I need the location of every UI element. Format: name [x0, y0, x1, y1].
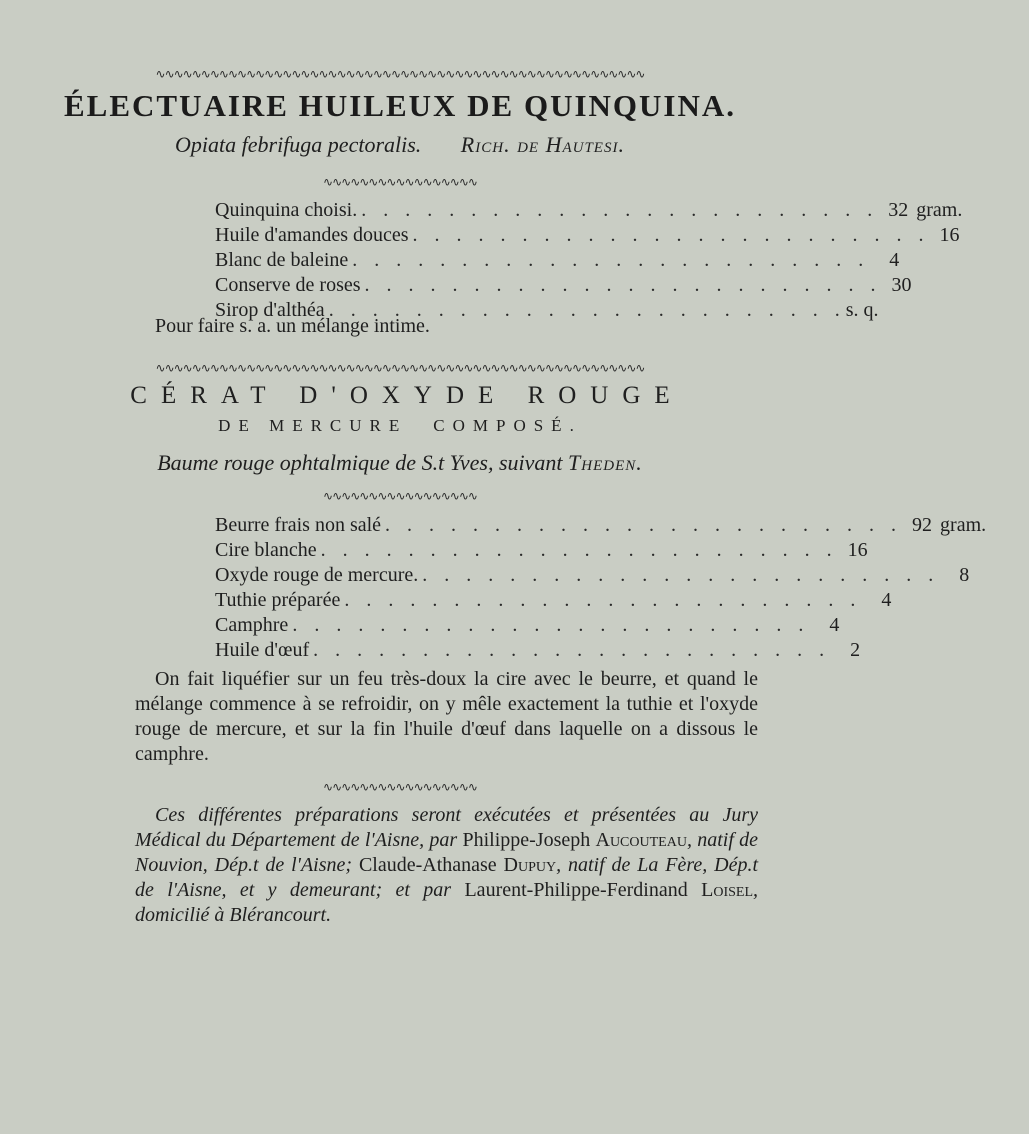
subtitle-compose: COMPOSÉ.	[433, 416, 582, 435]
ingredient-quantity: 16	[939, 224, 960, 246]
ornamental-rule: ∿∿∿∿∿∿∿∿∿∿∿∿∿∿∿∿∿∿∿∿∿∿∿∿∿∿∿∿∿∿∿∿∿∿∿∿∿∿∿∿∿∿∿∿∿∿∿∿∿∿∿∿∿∿	[155, 67, 645, 81]
section1-subtitle	[0, 132, 800, 158]
ingredient-name: Camphre	[215, 614, 289, 636]
ingredient-name: Cire blanche	[215, 539, 317, 561]
ingredient-unit	[860, 638, 920, 663]
ingredient-quantity: 4	[829, 614, 840, 636]
ingredient-quantity: s. q.	[845, 299, 879, 321]
leader-dots: . . . . . . . . . . . . . . . . . . . . . . . .	[320, 539, 838, 561]
credits-paragraph	[135, 803, 758, 928]
section1-title: ÉLECTUAIRE HUILEUX DE QUINQUINA.	[63, 88, 737, 123]
ingredient-unit	[899, 248, 959, 273]
credits-text-1: Ces différentes préparations seront exécutées et présentées au Jury Médical du Département de l'Aisne, par	[135, 804, 758, 851]
section1-note: Pour faire s. a. un mélange intime.	[155, 315, 430, 337]
leader-dots: . . . . . . . . . . . . . . . . . . . . . . . .	[412, 224, 930, 246]
ingredient-quantity: 32	[888, 199, 909, 221]
ingredient-quantity: 30	[891, 274, 912, 296]
subtitle-de: DE MERCURE	[218, 416, 408, 435]
ingredient-row	[215, 613, 840, 638]
ingredient-unit: gram.	[940, 514, 987, 536]
ingredient-row	[215, 638, 861, 663]
leader-dots: . . . . . . . . . . . . . . . . . . . . . . . .	[364, 274, 882, 296]
ingredient-unit: gram.	[916, 199, 963, 221]
ingredient-name: Tuthie préparée	[215, 589, 341, 611]
ingredient-quantity: 16	[847, 539, 868, 561]
section2-title: CÉRAT D'OXYDE ROUGE	[130, 382, 684, 409]
section2-alt-name	[0, 450, 800, 476]
credits-text-2: , natif de Nouvion, Dép.t de l'Aisne;	[135, 829, 759, 876]
ornamental-rule: ∿∿∿∿∿∿∿∿∿∿∿∿∿∿∿∿∿	[323, 780, 477, 794]
ingredient-row	[215, 563, 970, 588]
credits-name-1: Philippe-Joseph	[462, 829, 591, 851]
credits-surname-2: Dupuy	[503, 854, 557, 876]
instructions-paragraph: On fait liquéfier sur un feu très-doux la cire avec le beurre, et quand le mélange commence à se refroidir, on y mêle exactement la tuthie et l'oxyde rouge de mercure, et sur la fin l'huile d'œuf dans laquelle on a dissous le camphre.	[135, 668, 758, 765]
ornamental-rule: ∿∿∿∿∿∿∿∿∿∿∿∿∿∿∿∿∿∿∿∿∿∿∿∿∿∿∿∿∿∿∿∿∿∿∿∿∿∿∿∿∿∿∿∿∿∿∿∿∿∿∿∿∿∿	[155, 361, 645, 375]
ingredient-name: Oxyde rouge de mercure.	[215, 564, 419, 586]
leader-dots: . . . . . . . . . . . . . . . . . . . . . . . .	[328, 299, 846, 321]
ingredients-list-2	[215, 513, 987, 663]
leader-dots: . . . . . . . . . . . . . . . . . . . . . . . .	[385, 514, 903, 536]
ingredient-quantity: 4	[889, 249, 900, 271]
ingredient-name: Sirop d'althéa	[215, 299, 325, 321]
ingredient-name: Beurre frais non salé	[215, 514, 382, 536]
ingredient-unit	[969, 563, 1029, 588]
ingredient-unit	[868, 538, 928, 563]
ingredients-list-1	[215, 198, 963, 323]
ingredient-name: Blanc de baleine	[215, 249, 349, 271]
alt-name-saint: S.t Yves	[421, 450, 488, 475]
leader-dots: . . . . . . . . . . . . . . . . . . . . . . . .	[292, 614, 810, 636]
ingredient-row	[215, 588, 892, 613]
ingredient-name: Huile d'œuf	[215, 639, 310, 661]
credits-text-4: , domicilié à Blérancourt.	[135, 879, 759, 926]
credits-name-2: Claude-Athanase	[358, 854, 497, 876]
credits-surname-3: Loisel	[701, 879, 754, 901]
ingredient-name: Conserve de roses	[215, 274, 361, 296]
ingredient-quantity: 2	[850, 639, 861, 661]
leader-dots: . . . . . . . . . . . . . . . . . . . . . . . .	[422, 564, 940, 586]
ingredient-row	[215, 538, 868, 563]
leader-dots: . . . . . . . . . . . . . . . . . . . . . . . .	[361, 199, 879, 221]
ingredient-quantity: 92	[912, 514, 933, 536]
ingredient-row	[215, 198, 963, 223]
alt-author: Theden.	[568, 450, 643, 475]
ingredient-row	[215, 273, 912, 298]
ingredient-name: Huile d'amandes douces	[215, 224, 409, 246]
ingredient-unit	[960, 223, 1020, 248]
alt-name-prefix: Baume rouge ophtalmique de	[157, 450, 417, 475]
ingredient-quantity: 8	[959, 564, 970, 586]
ingredient-name: Quinquina choisi.	[215, 199, 358, 221]
ingredient-row	[215, 223, 960, 248]
alt-name-suffix: , suivant	[487, 450, 563, 475]
leader-dots: . . . . . . . . . . . . . . . . . . . . . . . .	[344, 589, 862, 611]
leader-dots: . . . . . . . . . . . . . . . . . . . . . . . .	[313, 639, 831, 661]
ornamental-rule: ∿∿∿∿∿∿∿∿∿∿∿∿∿∿∿∿∿	[323, 175, 477, 189]
ingredient-row	[215, 513, 987, 538]
author-name: Rich. de Hautesi.	[460, 132, 625, 157]
ornamental-rule: ∿∿∿∿∿∿∿∿∿∿∿∿∿∿∿∿∿	[323, 489, 477, 503]
credits-text-3: , natif de La Fère, Dép.t de l'Aisne, et y demeurant; et par	[135, 854, 759, 901]
ingredient-quantity: 4	[881, 589, 892, 611]
credits-name-3: Laurent-Philippe-Ferdinand	[464, 879, 688, 901]
ingredient-row	[215, 248, 900, 273]
latin-name: Opiata febrifuga pectoralis.	[175, 132, 422, 157]
credits-surname-1: Aucouteau	[595, 829, 687, 851]
ingredient-unit	[876, 298, 936, 323]
section2-subtitle	[0, 416, 800, 436]
ingredient-unit	[912, 273, 972, 298]
leader-dots: . . . . . . . . . . . . . . . . . . . . . . . .	[352, 249, 870, 271]
ingredient-unit	[891, 588, 951, 613]
ingredient-unit	[839, 613, 899, 638]
